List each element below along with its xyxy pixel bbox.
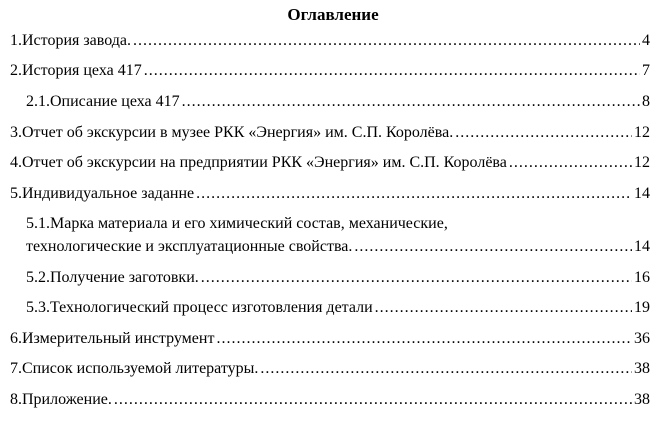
toc-entry-2-1[interactable] [26, 92, 650, 112]
toc-entry-text: 2.1.Описание цеха 417 [26, 93, 180, 110]
toc-page-number: 14 [634, 238, 650, 255]
toc-entry-5-3[interactable] [26, 298, 650, 318]
toc-title: Оглавление [287, 5, 379, 24]
toc-entry-text-line-1: 5.1.Марка материала и его химический состав, механические, [26, 215, 448, 232]
dot-leader [455, 123, 632, 143]
toc-page-number: 12 [634, 124, 650, 141]
toc-entry-7[interactable] [10, 359, 650, 379]
toc-entry-5-1[interactable] [26, 214, 650, 257]
toc-entry-text-line-2: технологические и эксплуатационные свойства. [26, 238, 353, 255]
toc-page-number: 7 [642, 62, 650, 79]
toc-entry-4[interactable] [10, 153, 650, 173]
dot-leader [133, 31, 640, 51]
toc-page-number: 38 [634, 391, 650, 408]
toc-entry-text: 1.История завода. [10, 32, 132, 49]
toc-entry-text: 4.Отчет об экскурсии на предприятии РКК «Энергия» им. С.П. Королёва [10, 154, 507, 171]
toc-entry-8[interactable] [10, 390, 650, 410]
toc-entry-5[interactable] [10, 184, 650, 204]
dot-leader [509, 153, 632, 173]
toc-entry-3[interactable] [10, 123, 650, 143]
toc-entry-text: 7.Список используемой литературы. [10, 360, 259, 377]
toc-page-number: 4 [642, 32, 650, 49]
toc-entry-text: 5.Индивидуальное заданне [10, 185, 195, 202]
dot-leader [196, 184, 632, 204]
toc-page-number: 36 [634, 330, 650, 347]
dot-leader [354, 237, 632, 257]
toc-entry-6[interactable] [10, 329, 650, 349]
toc-page-number: 19 [634, 299, 650, 316]
dot-leader [201, 268, 632, 288]
toc-page-number: 8 [642, 93, 650, 110]
dot-leader [182, 92, 640, 112]
toc-entry-text: 6.Измерительный инструмент [10, 330, 215, 347]
toc-entry-2[interactable] [10, 61, 650, 81]
toc-page-number: 16 [634, 269, 650, 286]
toc-entry-text: 2.История цеха 417 [10, 62, 142, 79]
toc-entry-text: 3.Отчет об экскурсии в музее РКК «Энергия» им. С.П. Королёва. [10, 124, 454, 141]
toc-entry-1[interactable] [10, 31, 650, 51]
toc-page-number: 38 [634, 360, 650, 377]
dot-leader [114, 390, 632, 410]
dot-leader [375, 298, 632, 318]
toc-page-number: 14 [634, 185, 650, 202]
dot-leader [216, 329, 632, 349]
dot-leader [260, 359, 632, 379]
toc-entry-5-2[interactable] [26, 268, 650, 288]
dot-leader [144, 61, 640, 81]
toc-entry-text: 5.3.Технологический процесс изготовления детали [26, 299, 373, 316]
toc-entry-text: 5.2.Получение заготовки. [26, 269, 199, 286]
toc-entry-text: 8.Приложение. [10, 391, 112, 408]
toc-page-number: 12 [634, 154, 650, 171]
